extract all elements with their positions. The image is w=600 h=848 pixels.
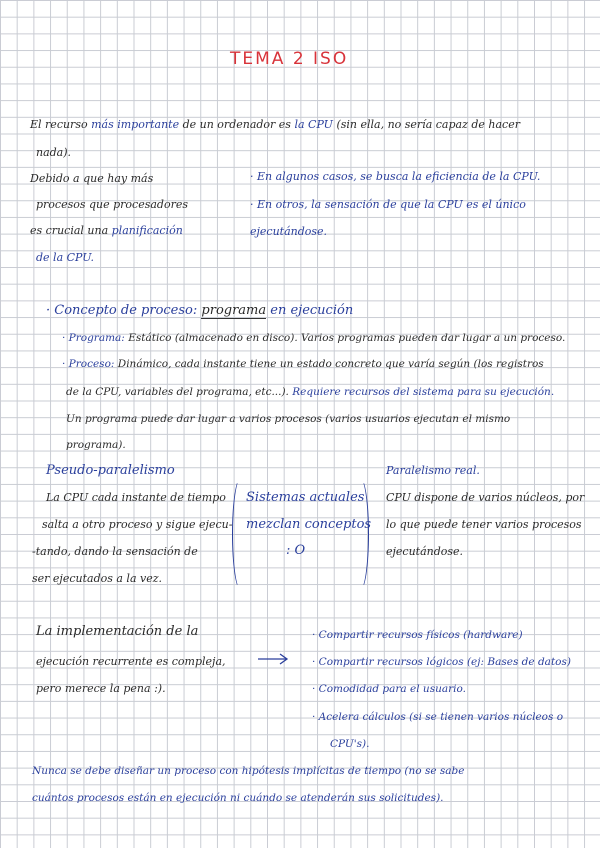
pseudo-line-2: salta a otro proceso y sigue ejecu- [42, 518, 233, 531]
proceso-line-3: Un programa puede dar lugar a varios procesos (varios usuarios ejecutan el mismo [66, 413, 511, 425]
intro-text-a: El recurso [30, 118, 88, 131]
debido-line-3 [30, 224, 183, 238]
debido-line-4: de la CPU. [36, 251, 95, 264]
intro-highlight-importante: más importante [91, 118, 180, 131]
debido-line-1: Debido a que hay más [30, 172, 154, 185]
pseudo-line-3: -tando, dando la sensación de [32, 545, 198, 558]
ventaja-item: · Compartir recursos físicos (hardware) [312, 629, 523, 641]
programa-text: Estático (almacenado en disco). Varios programas pueden dar lugar a un proceso. [128, 332, 566, 344]
concepto-ejecucion: en ejecución [270, 303, 354, 318]
ventaja-item: · Comodidad para el usuario. [312, 683, 466, 695]
ventaja-item: · Compartir recursos lógicos (ej: Bases de datos) [312, 656, 571, 668]
concepto-header [46, 304, 353, 318]
intro-text-e: (sin ella, no sería capaz de hacer [336, 118, 520, 131]
pseudo-line-1: La CPU cada instante de tiempo [46, 491, 226, 504]
caso-eficiencia: · En algunos casos, se busca la eficiencia de la CPU. [250, 170, 541, 183]
proceso-text: Dinámico, cada instante tiene un estado concreto que varía según (los registros [117, 358, 544, 370]
caso-sensacion: · En otros, la sensación de que la CPU es el único [250, 198, 526, 211]
debido-text: es crucial una [30, 224, 109, 237]
arrow-right-icon [258, 653, 290, 665]
programa-label: · Programa: [62, 332, 125, 344]
proceso-line-2 [66, 385, 554, 399]
paralelismo-line-1: CPU dispone de varios núcleos, por [386, 491, 585, 504]
proceso-recursos: Requiere recursos del sistema para su ejecución. [292, 386, 555, 398]
paralelismo-header: Paralelismo real. [386, 464, 480, 477]
nunca-line-2: cuántos procesos están en ejecución ni cuándo se atenderán sus solicitudes). [32, 792, 444, 804]
caso-sensacion-cont: ejecutándose. [250, 225, 328, 238]
pseudo-line-4: ser ejecutados a la vez. [32, 572, 163, 585]
concepto-programa: programa [201, 303, 267, 318]
intro-line-2: nada). [36, 146, 72, 159]
debido-line-2: procesos que procesadores [36, 198, 189, 211]
implementacion-line-2: ejecución recurrente es compleja, [36, 655, 226, 668]
sistemas-line-1: Sistemas actuales [246, 490, 365, 505]
page-title: TEMA 2 ISO [230, 49, 349, 69]
sistemas-line-3: : O [286, 543, 306, 558]
intro-text-c: de un ordenador es [182, 118, 291, 131]
intro-line-1 [30, 118, 520, 132]
proceso-line-4: programa). [66, 439, 126, 451]
implementacion-line-3: pero merece la pena :). [36, 682, 166, 695]
paralelismo-line-3: ejecutándose. [386, 545, 464, 558]
proceso-variables: de la CPU, variables del programa, etc...). [66, 386, 289, 398]
ventaja-item: · Acelera cálculos (si se tienen varios núcleos o [312, 711, 564, 723]
paralelismo-line-2: lo que puede tener varios procesos [386, 518, 582, 531]
programa-def [62, 331, 565, 345]
sistemas-line-2: mezclan conceptos [246, 517, 372, 532]
intro-highlight-cpu: la CPU [294, 118, 333, 131]
pseudo-header: Pseudo-paralelismo [46, 463, 175, 478]
debido-highlight-planificacion: planificación [111, 224, 183, 237]
nunca-line-1: Nunca se debe diseñar un proceso con hipótesis implícitas de tiempo (no se sabe [32, 765, 465, 777]
implementacion-line-1: La implementación de la [36, 624, 199, 639]
proceso-label: · Proceso: [62, 358, 115, 370]
proceso-def [62, 357, 544, 371]
concepto-label: · Concepto de proceso: [46, 303, 198, 318]
ventaja-item: CPU's). [330, 738, 370, 750]
